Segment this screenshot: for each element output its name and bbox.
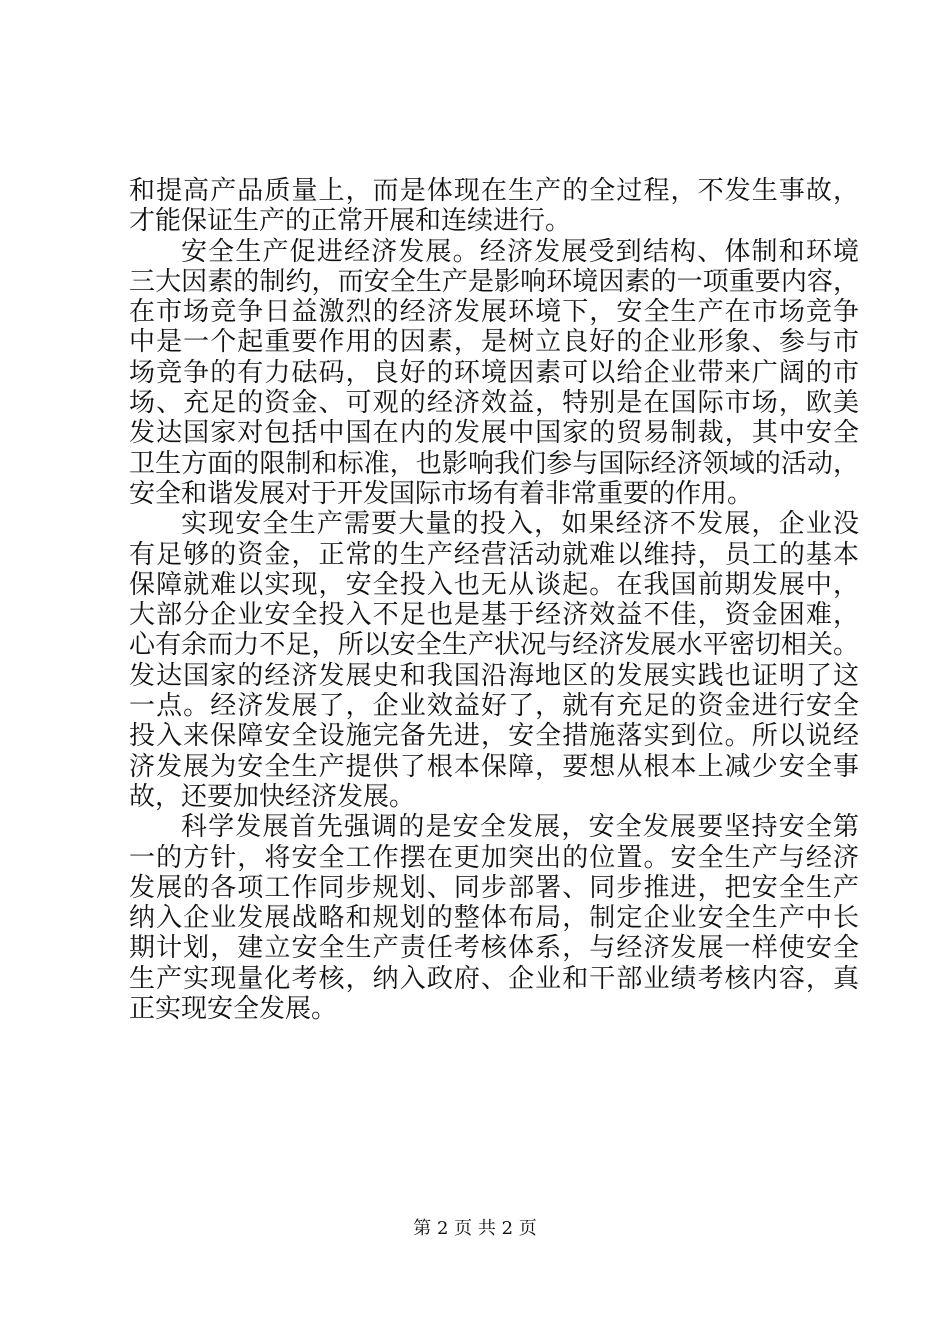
text-line: 在市场竞争日益激烈的经济发展环境下，安全生产在市场竞争 xyxy=(129,297,859,328)
text-line: 安全生产促进经济发展。经济发展受到结构、体制和环境 xyxy=(181,236,859,267)
text-line: 和提高产品质量上，而是体现在生产的全过程，不发生事故， xyxy=(129,176,859,206)
text-line: 发展的各项工作同步规划、同步部署、同步推进，把安全生产 xyxy=(129,872,859,903)
text-line: 保障就难以实现，安全投入也无从谈起。在我国前期发展中， xyxy=(129,569,859,600)
text-line: 有足够的资金，正常的生产经营活动就难以维持，员工的基本 xyxy=(129,539,859,570)
paragraph-4 xyxy=(129,812,859,1024)
text-line: 中是一个起重要作用的因素，是树立良好的企业形象、参与市 xyxy=(129,327,859,358)
text-line: 一点。经济发展了，企业效益好了，就有充足的资金进行安全 xyxy=(129,691,859,722)
text-line: 三大因素的制约，而安全生产是影响环境因素的一项重要内容， xyxy=(129,266,859,297)
text-line: 卫生方面的限制和标准，也影响我们参与国际经济领域的活动， xyxy=(129,448,859,479)
text-line: 大部分企业安全投入不足也是基于经济效益不佳，资金困难， xyxy=(129,600,859,631)
text-line: 济发展为安全生产提供了根本保障，要想从根本上减少安全事 xyxy=(129,751,859,782)
text-line: 期计划，建立安全生产责任考核体系，与经济发展一样使安全 xyxy=(129,933,859,964)
text-line: 发达国家的经济发展史和我国沿海地区的发展实践也证明了这 xyxy=(129,660,859,691)
text-line: 场、充足的资金、可观的经济效益，特别是在国际市场，欧美 xyxy=(129,388,859,419)
text-line: 实现安全生产需要大量的投入，如果经济不发展，企业没 xyxy=(181,509,859,540)
paragraph-1 xyxy=(129,176,859,237)
text-line: 一的方针，将安全工作摆在更加突出的位置。安全生产与经济 xyxy=(129,842,859,873)
text-line: 才能保证生产的正常开展和连续进行。 xyxy=(129,206,572,237)
paragraph-2 xyxy=(129,237,859,510)
text-line: 生产实现量化考核，纳入政府、企业和干部业绩考核内容，真 xyxy=(129,963,859,994)
text-line: 发达国家对包括中国在内的发展中国家的贸易制裁，其中安全 xyxy=(129,418,859,449)
page-footer xyxy=(0,1214,950,1240)
body-text xyxy=(129,176,859,1024)
text-line: 投入来保障安全设施完备先进，安全措施落实到位。所以说经 xyxy=(129,721,859,752)
text-line: 场竞争的有力砝码，良好的环境因素可以给企业带来广阔的市 xyxy=(129,357,859,388)
page-number-label: 第 2 页 共 2 页 xyxy=(413,1218,537,1239)
text-line: 故，还要加快经济发展。 xyxy=(129,781,416,812)
text-line: 正实现安全发展。 xyxy=(129,994,338,1025)
paragraph-3 xyxy=(129,509,859,812)
text-line: 心有余而力不足，所以安全生产状况与经济发展水平密切相关。 xyxy=(129,630,859,661)
text-line: 安全和谐发展对于开发国际市场有着非常重要的作用。 xyxy=(129,478,754,509)
text-line: 纳入企业发展战略和规划的整体布局，制定企业安全生产中长 xyxy=(129,903,859,934)
text-line: 科学发展首先强调的是安全发展，安全发展要坚持安全第 xyxy=(181,812,859,843)
